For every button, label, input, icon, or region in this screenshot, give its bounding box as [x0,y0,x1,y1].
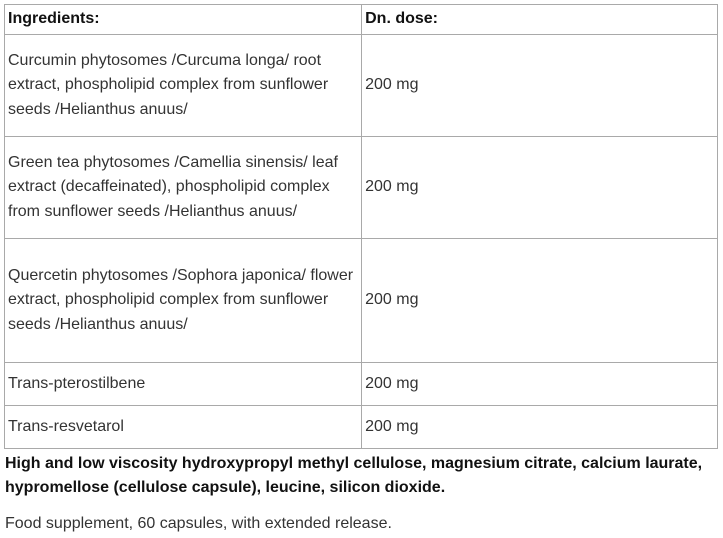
product-note: Food supplement, 60 capsules, with extended release. [5,515,392,532]
daily-dose-header: Dn. dose: [362,5,718,35]
ingredient-cell [5,239,362,363]
dose-cell [362,35,718,137]
ingredient-text: Green tea phytosomes /Camellia sinensis/ leaf extract (decaffeinated), phospholipid complex from sunflower seeds /Helianthus anuus/ [8,153,338,220]
table-row [5,363,718,406]
table-row [5,406,718,449]
ingredient-text: Trans-resvetarol [8,417,124,435]
table-row [5,137,718,239]
table-row [5,239,718,363]
dose-cell [362,137,718,239]
dose-cell [362,406,718,449]
dose-cell [362,363,718,406]
ingredient-cell [5,406,362,449]
ingredient-text: Trans-pterostilbene [8,374,146,392]
dose-text: 200 mg [365,374,419,392]
ingredient-text: Curcumin phytosomes /Curcuma longa/ root extract, phospholipid complex from sunflower seeds /Helianthus anuus/ [8,51,329,118]
table-row [5,35,718,137]
dose-text: 200 mg [365,178,419,196]
dose-text: 200 mg [365,76,419,94]
ingredient-cell [5,35,362,137]
table-header-row [5,5,718,35]
ingredient-cell [5,363,362,406]
dose-text: 200 mg [365,291,419,309]
ingredient-cell [5,137,362,239]
ingredients-table [4,4,718,449]
ingredient-text: Quercetin phytosomes /Sophora japonica/ flower extract, phospholipid complex from sunflower seeds /Helianthus anuus/ [8,266,354,333]
dose-text: 200 mg [365,417,419,435]
ingredients-header: Ingredients: [5,5,362,35]
excipients-text: High and low viscosity hydroxypropyl methyl cellulose, magnesium citrate, calcium laurate, hypromellose (cellulose capsule), leucine, silicon dioxide. [5,455,703,496]
dose-cell [362,239,718,363]
